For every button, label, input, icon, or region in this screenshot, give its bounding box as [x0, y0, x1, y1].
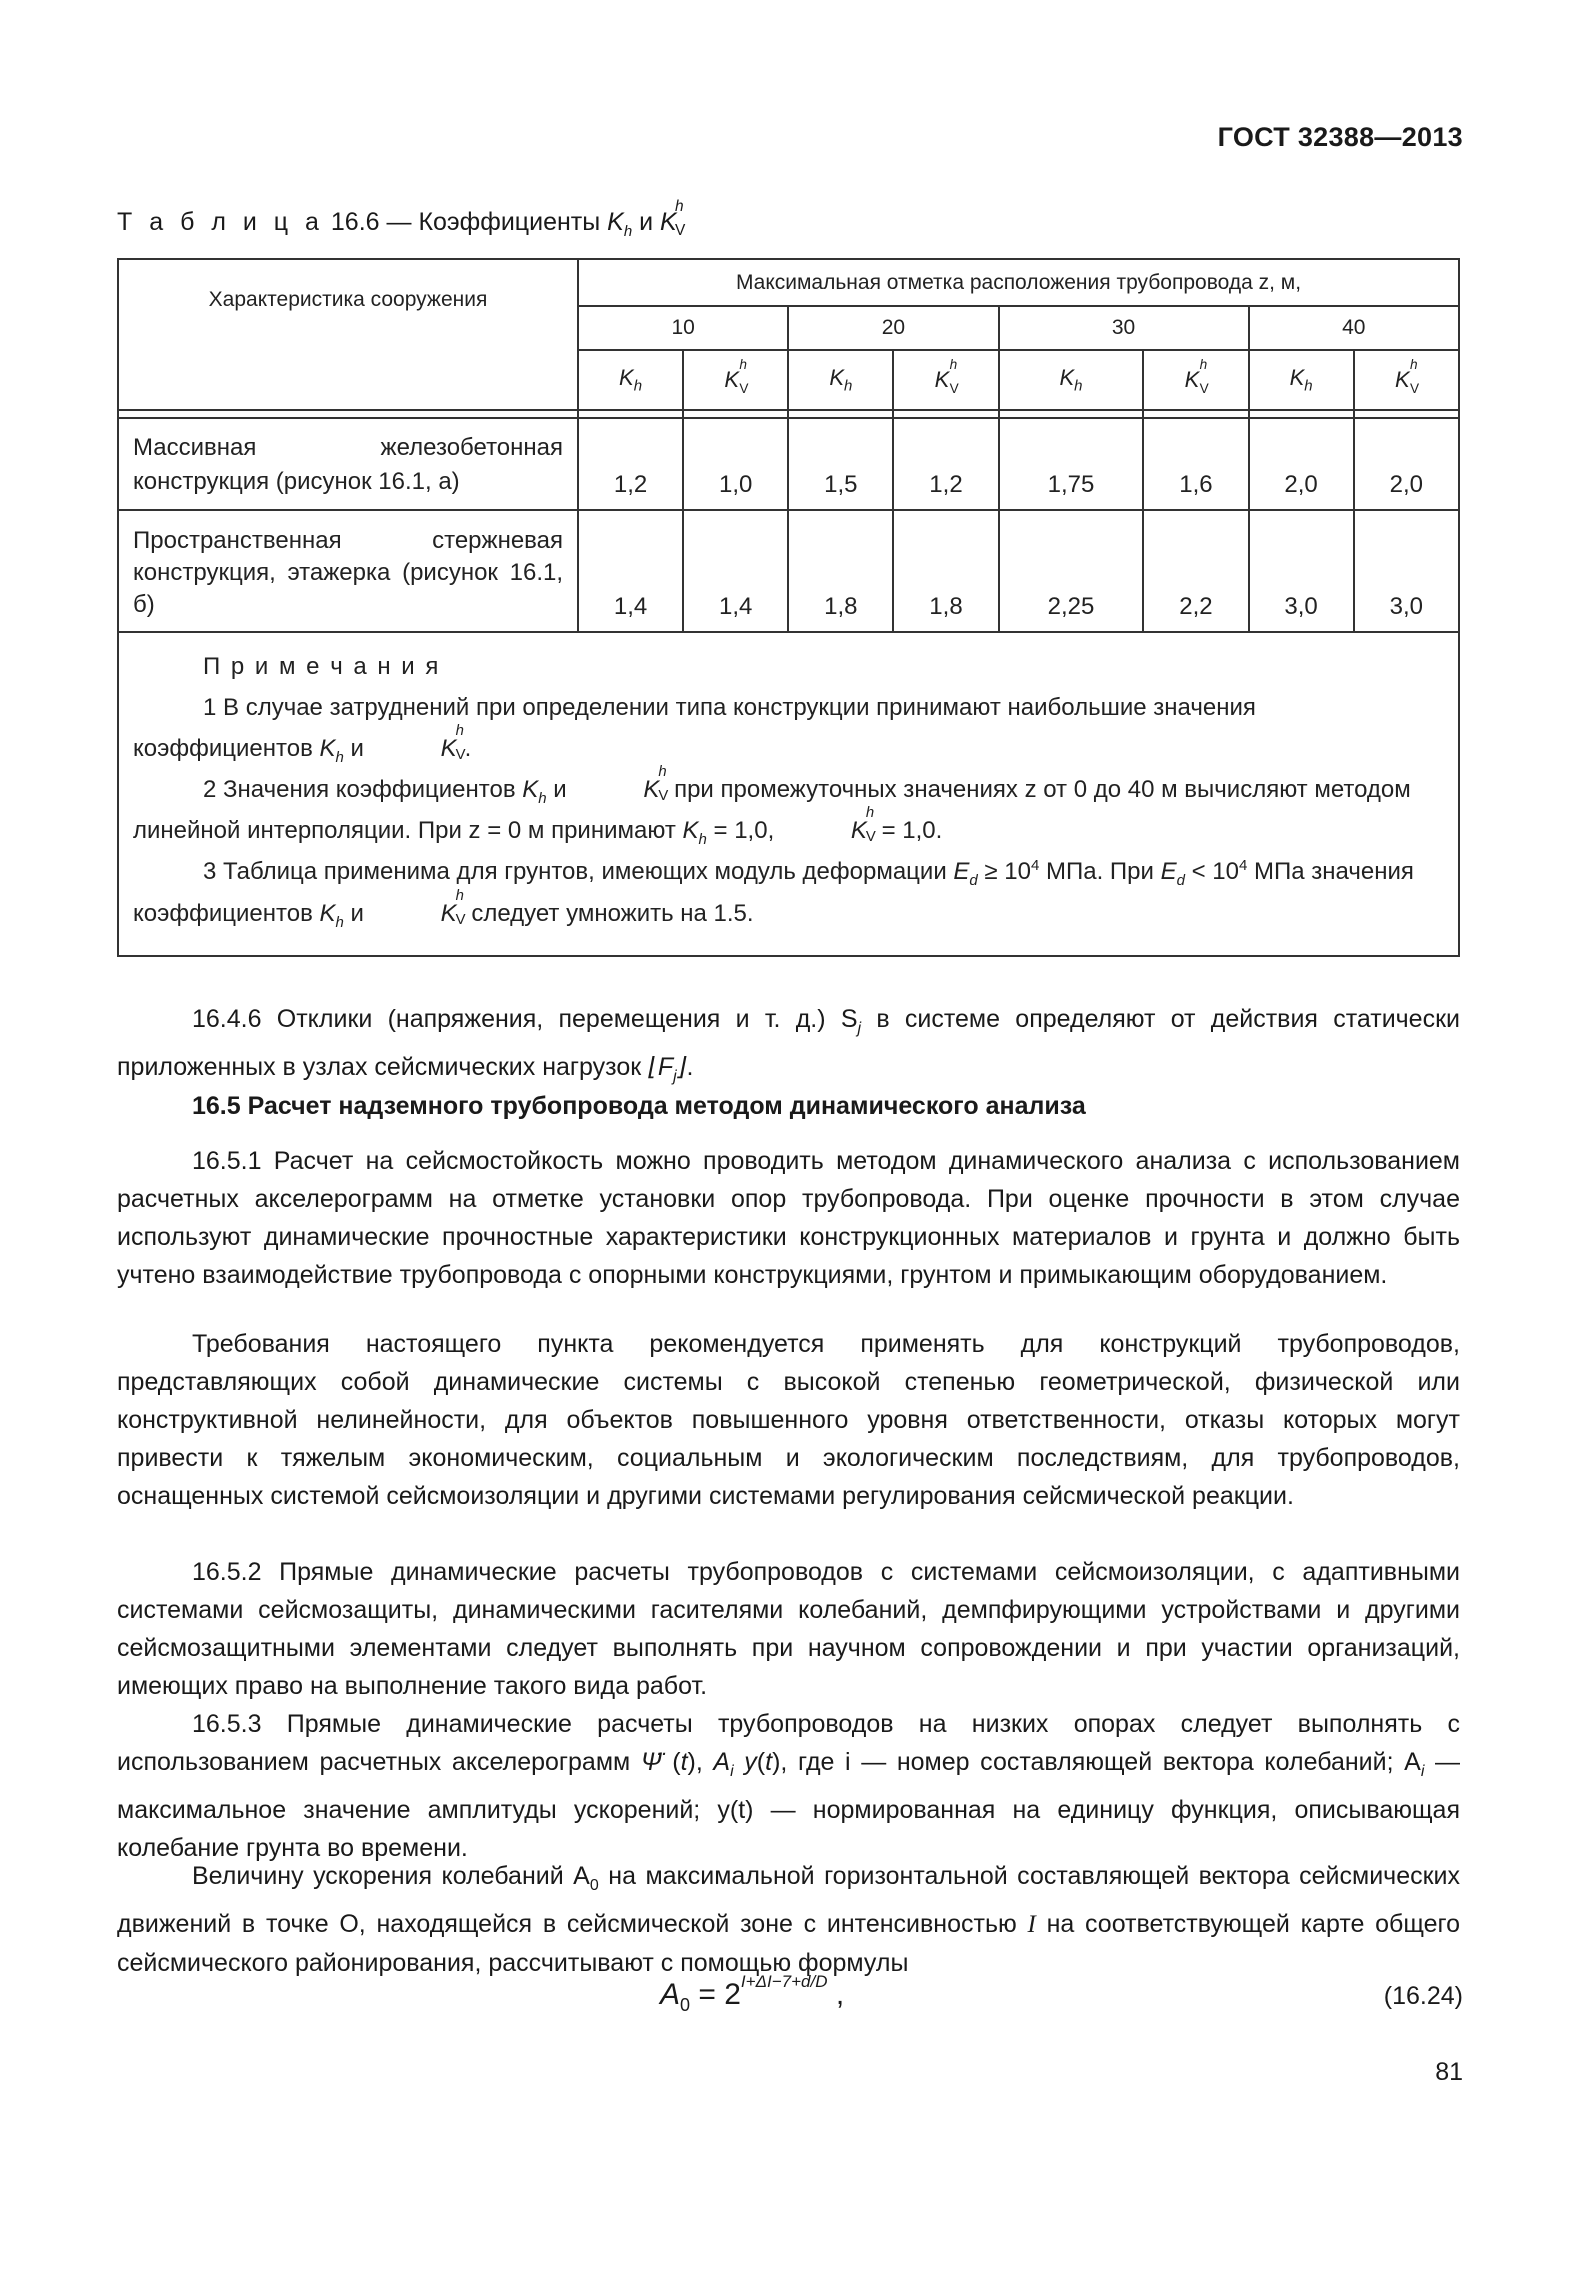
- table-caption-prefix: Т а б л и ц а: [117, 208, 324, 236]
- formula-lhs-sub: 0: [680, 1995, 691, 2015]
- standard-header: ГОСТ 32388—2013: [1217, 122, 1463, 152]
- table-cell: 2,2: [1143, 510, 1248, 632]
- table-cell: 1,2: [578, 418, 683, 510]
- header-kh: $K_h$: [788, 350, 893, 410]
- header-height-40: 40: [1249, 306, 1459, 350]
- table-cell: 1,8: [788, 510, 893, 632]
- table-cell: 2,0: [1249, 418, 1354, 510]
- table-cell: 3,0: [1354, 510, 1459, 632]
- header-kh: $K_h$: [578, 350, 683, 410]
- table-cell: 1,8: [893, 510, 998, 632]
- table-caption-text: 16.6 — Коэффициенты: [330, 208, 601, 236]
- table-cell: 1,6: [1143, 418, 1248, 510]
- table-cell: 1,4: [683, 510, 788, 632]
- formula-exponent: I+ΔI−7+d/D: [740, 1972, 828, 1991]
- header-kh: $K_h$: [1249, 350, 1354, 410]
- table-cell: 1,75: [999, 418, 1144, 510]
- header-height-10: 10: [578, 306, 788, 350]
- paragraph-16-5-2: 16.5.2 Прямые динамические расчеты трубопроводов с системами сейсмоизоляции, с адаптивными системами сейсмозащиты, динамическими гасителями колебаний, демпфирующими устройствами и другими сейсмозащитными элементами следует выполнять при научном сопровождении и при участии организаций, имеющих право на выполнение такого вида работ.: [117, 1558, 1460, 1700]
- table-caption: Т а б л и ц а 16.6 — Коэффициенты $K_h$ и K h V: [117, 198, 686, 240]
- formula-trail: ,: [835, 1978, 845, 2011]
- formula-16-24: [660, 1972, 845, 2016]
- coefficients-table: [117, 258, 1460, 957]
- header-kh: $K_h$: [999, 350, 1144, 410]
- table-cell: 1,4: [578, 510, 683, 632]
- paragraph-16-5-1: 16.5.1 Расчет на сейсмостойкость можно проводить методом динамического анализа с использованием расчетных акселерограмм на отметке установки опор трубопровода. При оценке прочности в этом случае используют динамические прочностные характеристики конструкционных материалов и грунта и должно быть учтено взаимодействие трубопровода с опорными конструкциями, грунтом и примыкающим оборудованием.: [117, 1147, 1460, 1289]
- paragraph-requirements: Требования настоящего пункта рекомендуется применять для конструкций трубопроводов, представляющих собой динамические системы с высокой степенью геометрической, физической или конструктивной нелинейности, для объектов повышенного уровня ответственности, отказы которых могут привести к тяжелым экономическим, социальным и экологическим последствиям, для трубопроводов, оснащенных системой сейсмоизоляции и другими системами регулирования сейсмической реакции.: [117, 1330, 1460, 1510]
- header-height-20: 20: [788, 306, 998, 350]
- note-1: 1 В случае затруднений при определении типа конструкции принимают наибольшие значения коэффициентов $K_h$ и K h V .: [133, 693, 1256, 766]
- table-notes: [118, 632, 1459, 956]
- table-cell: 1,0: [683, 418, 788, 510]
- table-cell: 1,5: [788, 418, 893, 510]
- header-kv: K h V: [1354, 350, 1459, 410]
- table-cell: 1,2: [893, 418, 998, 510]
- note-2: 2 Значения коэффициентов $K_h$ и K h V при промежуточных значениях z от 0 до 40 м вычисляют методом линейной интерполяции. При z = 0 м принимают $K_h = 1,0$, K h V = 1,0.: [133, 763, 1411, 848]
- table-cell: 2,0: [1354, 418, 1459, 510]
- header-kv: K h V: [893, 350, 998, 410]
- row-label-spatial: Пространственная стержневая конструкция, этажерка (рисунок 16.1, б): [118, 510, 578, 632]
- formula-lhs: A: [660, 1978, 681, 2011]
- section-16-5-title: 16.5 Расчет надземного трубопровода методом динамического анализа: [192, 1092, 1086, 1120]
- paragraph-16-5-3: 16.5.3 Прямые динамические расчеты трубопроводов на низких опорах следует выполнять с использованием расчетных акселерограмм Ψ̈ (t), $A_i$ y(t), где i — номер составляющей вектора колебаний; $A_i$ — максимальное значение амплитуды ускорений; y(t) — нормированная на единицу функция, описывающая колебание грунта во времени.: [117, 1710, 1461, 1862]
- paragraph-acceleration: Величину ускорения колебаний $A_0$ на максимальной горизонтальной составляющей вектора сейсмических движений в точке О, находящейся в сейсмической зоне с интенсивностью I на соответствующей карте общего сейсмического районирования, рассчитывают с помощью формулы: [117, 1862, 1461, 1977]
- paragraph-16-4-6: 16.4.6 Отклики (напряжения, перемещения и т. д.) $S_j$ в системе определяют от действия статически приложенных в узлах сейсмических нагрузок $⌊F_j⌋$.: [117, 1005, 1460, 1085]
- row-label-massive: Массивная железобетонная конструкция (рисунок 16.1, а): [118, 418, 578, 510]
- table-cell: 3,0: [1249, 510, 1354, 632]
- header-structure-type: Характеристика сооружения: [118, 259, 578, 410]
- header-kv: K h V: [683, 350, 788, 410]
- header-kv: K h V: [1143, 350, 1248, 410]
- formula-rhs: = 2: [698, 1978, 741, 2011]
- table-cell: 2,25: [999, 510, 1144, 632]
- page-number: 81: [1435, 2058, 1463, 2086]
- header-height-30: 30: [999, 306, 1249, 350]
- note-3: 3 Таблица применима для грунтов, имеющих модуль деформации $E_d \ge 10^4$ МПа. При $E_d < 10^4$ МПа значения коэффициентов $K_h$ и K h V следует умножить на 1.5.: [133, 857, 1414, 931]
- equation-number: (16.24): [1383, 1982, 1463, 2010]
- notes-title: П р и м е ч а н и я: [203, 653, 441, 680]
- header-max-elevation: Максимальная отметка расположения трубопровода z, м,: [578, 259, 1459, 306]
